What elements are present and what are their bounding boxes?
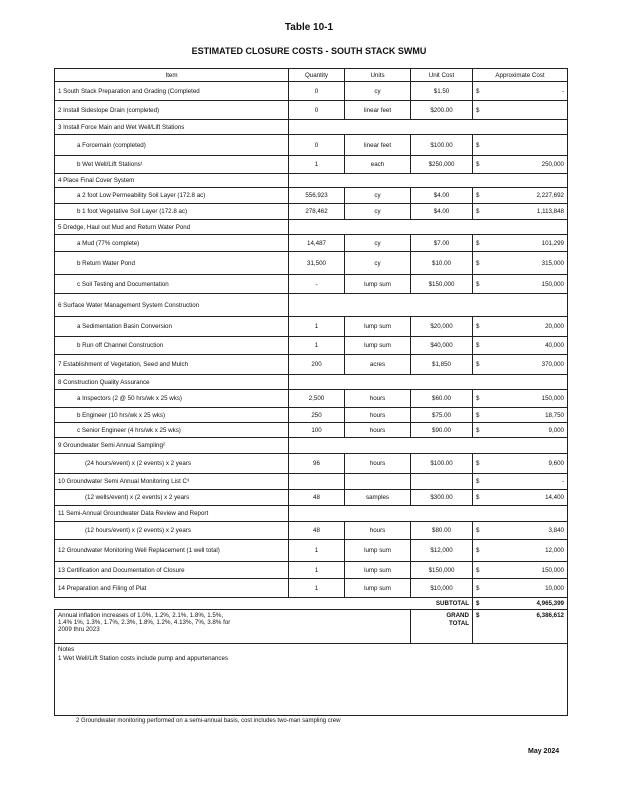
qty-cell [289, 438, 345, 454]
subtotal-dollar: $ [476, 600, 480, 607]
item-cell: 4 Place Final Cover System [55, 174, 289, 188]
dollar-sign: $ [476, 280, 480, 288]
units-cell: hours [345, 522, 411, 540]
table-row [55, 252, 568, 275]
cost-cell [473, 408, 568, 423]
item-cell: 10 Groundwater Semi Annual Monitoring List C³ [55, 474, 289, 490]
units-cell: lump sum [345, 562, 411, 579]
table-row [55, 337, 568, 355]
units-cell [345, 375, 411, 390]
item-cell: 12 Groundwater Monitoring Well Replacement (1 well total) [55, 540, 289, 562]
quantity-cell: - [289, 275, 345, 294]
header-quantity: Quantity [289, 69, 345, 82]
table-row [55, 135, 568, 156]
item-cell: b Engineer (10 hrs/wk x 25 wks) [55, 408, 289, 423]
cost-value: 18,750 [545, 411, 564, 419]
table-row [55, 101, 568, 120]
dollar-sign: $ [476, 239, 480, 247]
item-cell: 2 Install Sideslope Drain (completed) [55, 101, 289, 120]
quantity-cell: 48 [289, 522, 345, 540]
units-cell: linear feet [345, 101, 411, 120]
quantity-cell: 96 [289, 454, 345, 474]
cost-value: - [561, 478, 564, 485]
grand-total-value: 6,386,612 [536, 612, 564, 619]
note-2: 2 Groundwater monitoring performed on a semi-annual basis, cost includes two-man sampling crew [76, 718, 341, 724]
quantity-cell: 0 [289, 135, 345, 156]
unit-cost-cell: $200.00 [411, 101, 473, 120]
header-units: Units [345, 69, 411, 82]
unit-cost-cell: $1,850 [411, 355, 473, 375]
cost-value: 12,000 [545, 547, 564, 554]
table-row [55, 355, 568, 375]
table-row [55, 522, 568, 540]
grand-total-row [55, 610, 568, 644]
unit-cost-cell: $75.00 [411, 408, 473, 423]
qty-cell [289, 294, 345, 317]
unit-cost-cell: $250,000 [411, 156, 473, 174]
units-cell: hours [345, 423, 411, 438]
units-cell: linear feet [345, 135, 411, 156]
cost-cell [473, 188, 568, 204]
qty-cell [289, 375, 345, 390]
table-row [55, 82, 568, 101]
cost-cell [473, 252, 568, 275]
dollar-sign: $ [476, 395, 480, 402]
table-row [55, 540, 568, 562]
cost-cell [473, 355, 568, 375]
quantity-cell [289, 474, 345, 490]
cost-cell [473, 375, 568, 390]
cost-cell [473, 522, 568, 540]
unit-cost-cell: $150,000 [411, 562, 473, 579]
units-cell: lump sum [345, 540, 411, 562]
table-row [55, 474, 568, 490]
units-cell [345, 438, 411, 454]
cost-cell [473, 220, 568, 235]
cost-value: 150,000 [541, 566, 564, 574]
table-row [55, 204, 568, 220]
units-cell: samples [345, 490, 411, 506]
unit-cost-cell: $150,000 [411, 275, 473, 294]
unit-cost-cell: $4.00 [411, 188, 473, 204]
item-cell: 9 Groundwater Semi Annual Sampling² [55, 438, 289, 454]
unit-cost-cell [411, 174, 473, 188]
closure-costs-table [54, 68, 568, 716]
units-cell: lump sum [345, 337, 411, 355]
quantity-cell: 1 [289, 156, 345, 174]
cost-cell [473, 275, 568, 294]
unit-cost-cell [411, 120, 473, 135]
note-1: 1 Wet Well/Lift Station costs include pump and appurtenances [58, 655, 229, 662]
dollar-sign: $ [476, 411, 480, 419]
unit-cost-cell: $40,000 [411, 337, 473, 355]
quantity-cell: 1 [289, 317, 345, 337]
cost-cell [473, 474, 568, 490]
cost-value: - [561, 87, 564, 95]
item-cell: a Sedimentation Basin Conversion [55, 317, 289, 337]
units-cell: hours [345, 454, 411, 474]
cost-cell [473, 540, 568, 562]
dollar-sign: $ [476, 87, 480, 95]
units-cell: lump sum [345, 317, 411, 337]
table-row [55, 454, 568, 474]
cost-cell [473, 294, 568, 317]
unit-cost-cell [411, 474, 473, 490]
item-cell: a Inspectors (2 @ 50 hrs/wk x 25 wks) [55, 390, 289, 408]
units-cell: lump sum [345, 275, 411, 294]
subtotal-row [55, 598, 568, 610]
dollar-sign: $ [476, 584, 480, 592]
table-row [55, 562, 568, 579]
subtotal-value-cell [473, 598, 568, 610]
table-row [55, 438, 568, 454]
table-row [55, 220, 568, 235]
unit-cost-cell: $100.00 [411, 135, 473, 156]
cost-value: 9,000 [548, 426, 564, 434]
cost-cell [473, 438, 568, 454]
unit-cost-cell [411, 375, 473, 390]
dollar-sign: $ [476, 527, 480, 534]
cost-cell [473, 235, 568, 252]
units-cell: cy [345, 235, 411, 252]
inflation-note-line: 1.4% 1%, 1.3%, 1.7%, 2.3%, 1.8%, 1.2%, 4.13%, 7%, 3.8% for [58, 619, 231, 626]
quantity-cell: 48 [289, 490, 345, 506]
item-cell: b Wet Well/Lift Stations¹ [55, 156, 289, 174]
units-cell: hours [345, 390, 411, 408]
unit-cost-cell: $20,000 [411, 317, 473, 337]
dollar-sign: $ [476, 323, 480, 330]
item-cell: 5 Dredge, Haul out Mud and Return Water Pond [55, 220, 289, 235]
dollar-sign: $ [476, 478, 480, 485]
unit-cost-cell: $90.00 [411, 423, 473, 438]
notes-cell [55, 644, 568, 716]
cost-cell [473, 337, 568, 355]
unit-cost-cell [411, 294, 473, 317]
unit-cost-cell [411, 506, 473, 522]
item-cell: c Senior Engineer (4 hrs/wk x 25 wks) [55, 423, 289, 438]
dollar-sign: $ [476, 426, 480, 434]
units-cell: lump sum [345, 579, 411, 598]
quantity-cell: 200 [289, 355, 345, 375]
table-row [55, 275, 568, 294]
units-cell: hours [345, 408, 411, 423]
table-row [55, 506, 568, 522]
item-cell: 11 Semi-Annual Groundwater Data Review and Report [55, 506, 289, 522]
table-body [55, 82, 568, 598]
unit-cost-cell [411, 438, 473, 454]
notes-label: Notes [58, 646, 75, 653]
header-row [55, 69, 568, 82]
item-cell: 6 Surface Water Management System Construction [55, 294, 289, 317]
dollar-sign: $ [476, 494, 480, 501]
table-row [55, 294, 568, 317]
inflation-note [55, 610, 411, 644]
units-cell: cy [345, 82, 411, 101]
quantity-cell: 1 [289, 562, 345, 579]
units-cell [345, 294, 411, 317]
units-cell [345, 220, 411, 235]
unit-cost-cell: $300.00 [411, 490, 473, 506]
item-cell: 14 Preparation and Filing of Plat [55, 579, 289, 598]
table-row [55, 120, 568, 135]
cost-cell [473, 490, 568, 506]
units-cell: each [345, 156, 411, 174]
quantity-cell: 278,462 [289, 204, 345, 220]
table-row [55, 390, 568, 408]
cost-cell [473, 174, 568, 188]
units-cell: cy [345, 252, 411, 275]
table-row [55, 235, 568, 252]
cost-value: 2,227,692 [536, 192, 564, 199]
grand-total-label: GRAND TOTAL [411, 610, 473, 644]
quantity-cell: 0 [289, 101, 345, 120]
cost-cell [473, 317, 568, 337]
item-cell: (24 hours/event) x (2 events) x 2 years [55, 454, 289, 474]
cost-cell [473, 204, 568, 220]
item-cell: 1 South Stack Preparation and Grading (Completed [55, 82, 289, 101]
cost-value: 14,400 [545, 494, 564, 501]
units-cell: cy [345, 204, 411, 220]
unit-cost-cell: $4.00 [411, 204, 473, 220]
item-cell: a Forcemain (completed) [55, 135, 289, 156]
item-cell: 13 Certification and Documentation of Closure [55, 562, 289, 579]
table-row [55, 375, 568, 390]
unit-cost-cell: $7.00 [411, 235, 473, 252]
table-number: Table 10-1 [284, 22, 334, 33]
unit-cost-cell: $80.00 [411, 522, 473, 540]
item-cell: b Return Water Pond [55, 252, 289, 275]
cost-value: 250,000 [541, 161, 564, 168]
inflation-note-line: Annual inflation increases of 1.0%, 1.2%, 2.1%, 1.8%, 1.5%, [58, 612, 224, 619]
item-cell: (12 wells/event) x (2 events) x 2 years [55, 490, 289, 506]
cost-value: 315,000 [541, 259, 564, 267]
qty-cell [289, 174, 345, 188]
table-row [55, 408, 568, 423]
units-cell: cy [345, 188, 411, 204]
subtotal-value: 4,965,399 [536, 600, 564, 607]
grand-total-value-cell [473, 610, 568, 644]
dollar-sign: $ [476, 361, 480, 368]
cost-cell [473, 390, 568, 408]
item-cell: 3 Install Force Main and Wet Well/Lift Stations [55, 120, 289, 135]
table-row [55, 579, 568, 598]
table-row [55, 174, 568, 188]
units-cell [345, 174, 411, 188]
dollar-sign: $ [476, 208, 480, 215]
inflation-note-line: 2009 thru 2023 [58, 626, 100, 633]
qty-cell [289, 506, 345, 522]
item-cell: b Run off Channel Construction [55, 337, 289, 355]
quantity-cell: 556,923 [289, 188, 345, 204]
dollar-sign: $ [476, 259, 480, 267]
item-cell: 7 Establishment of Vegetation, Seed and Mulch [55, 355, 289, 375]
item-cell: c Soil Testing and Documentation [55, 275, 289, 294]
quantity-cell: 1 [289, 337, 345, 355]
notes-row [55, 644, 568, 716]
item-cell: a Mud (77% complete) [55, 235, 289, 252]
table-row [55, 490, 568, 506]
item-cell: b 1 foot Vegetative Soil Layer (172.8 ac) [55, 204, 289, 220]
cost-value: 150,000 [541, 280, 564, 288]
unit-cost-cell: $12,000 [411, 540, 473, 562]
table-row [55, 188, 568, 204]
header-item: Item [55, 69, 289, 82]
cost-value: 101,299 [541, 239, 564, 247]
unit-cost-cell: $10,000 [411, 579, 473, 598]
dollar-sign: $ [476, 141, 480, 149]
document-date: May 2024 [528, 748, 560, 755]
unit-cost-cell: $100.00 [411, 454, 473, 474]
item-cell: 8 Construction Quality Assurance [55, 375, 289, 390]
cost-value: 10,000 [545, 584, 564, 592]
quantity-cell: 2,500 [289, 390, 345, 408]
quantity-cell: 1 [289, 579, 345, 598]
quantity-cell: 31,500 [289, 252, 345, 275]
cost-value: 40,000 [545, 342, 564, 349]
cost-cell [473, 101, 568, 120]
table-title: ESTIMATED CLOSURE COSTS - SOUTH STACK SWMU [191, 46, 427, 56]
dollar-sign: $ [476, 161, 480, 168]
item-cell: a 2 foot Low Permeability Soil Layer (172.8 ac) [55, 188, 289, 204]
quantity-cell: 1 [289, 540, 345, 562]
cost-cell [473, 579, 568, 598]
unit-cost-cell: $60.00 [411, 390, 473, 408]
dollar-sign: $ [476, 192, 480, 199]
item-cell: (12 hours/event) x (2 events) x 2 years [55, 522, 289, 540]
cost-value: 370,000 [541, 361, 564, 368]
unit-cost-cell: $1.50 [411, 82, 473, 101]
unit-cost-cell: $10.00 [411, 252, 473, 275]
dollar-sign: $ [476, 547, 480, 554]
cost-cell [473, 156, 568, 174]
units-cell: acres [345, 355, 411, 375]
grand-total-dollar: $ [476, 612, 480, 619]
cost-cell [473, 506, 568, 522]
cost-cell [473, 120, 568, 135]
qty-cell [289, 120, 345, 135]
cost-cell [473, 82, 568, 101]
quantity-cell: 14,487 [289, 235, 345, 252]
units-cell [345, 474, 411, 490]
quantity-cell: 250 [289, 408, 345, 423]
dollar-sign: $ [476, 342, 480, 349]
dollar-sign: $ [476, 106, 480, 114]
cost-cell [473, 454, 568, 474]
cost-value: 3,840 [548, 527, 564, 534]
cost-value: 1,113,848 [536, 208, 564, 215]
table-row [55, 423, 568, 438]
units-cell [345, 120, 411, 135]
cost-value: 9,600 [548, 460, 564, 467]
cost-cell [473, 423, 568, 438]
cost-cell [473, 562, 568, 579]
header-approximate-cost: Approximate Cost [473, 69, 568, 82]
table-row [55, 156, 568, 174]
qty-cell [289, 220, 345, 235]
cost-cell [473, 135, 568, 156]
units-cell [345, 506, 411, 522]
cost-value: 150,000 [541, 395, 564, 402]
cost-value: 20,000 [545, 323, 564, 330]
table-row [55, 317, 568, 337]
quantity-cell: 100 [289, 423, 345, 438]
quantity-cell: 0 [289, 82, 345, 101]
dollar-sign: $ [476, 460, 480, 467]
header-unit-cost: Unit Cost [411, 69, 473, 82]
unit-cost-cell [411, 220, 473, 235]
dollar-sign: $ [476, 566, 480, 574]
subtotal-label: SUBTOTAL [435, 600, 469, 607]
